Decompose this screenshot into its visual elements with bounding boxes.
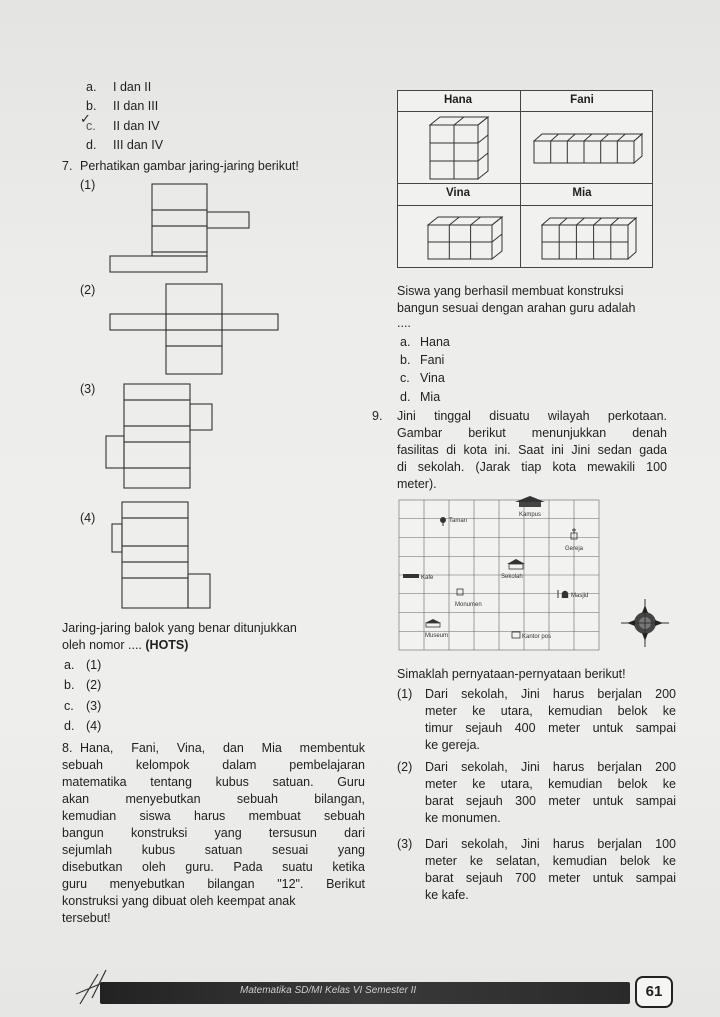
q9-line: di sekolah. (Jarak tiap kota mewakili 100 — [397, 460, 667, 474]
q8-option-c-text: Vina — [420, 371, 445, 385]
net-2-figure — [100, 282, 290, 378]
net-4-figure — [110, 498, 220, 614]
q9-line: meter). — [397, 477, 437, 491]
q6-option-d-letter: d. — [86, 138, 97, 152]
q8-option-d-letter: d. — [400, 390, 411, 404]
q8-option-c-letter: c. — [400, 371, 410, 385]
statement-line: meter ke utara, kemudian belok ke — [425, 777, 676, 791]
table-header-vina: Vina — [445, 187, 471, 199]
footer-book-title: Matematika SD/MI Kelas VI Semester II — [240, 985, 417, 996]
statement-line: Dari sekolah, Jini harus berjalan 200 — [425, 687, 676, 701]
q7-question-line1: Jaring-jaring balok yang benar ditunjukkan — [62, 621, 297, 635]
statement-line: barat sejauh 300 meter untuk sampai — [425, 794, 676, 808]
statement-line: ke monumen. — [425, 811, 501, 825]
q7-prompt: Perhatikan gambar jaring-jaring berikut! — [80, 159, 299, 173]
q8-line: guru menyebutkan bilangan "12". Berikut — [62, 877, 365, 891]
q8-option-d-text: Mia — [420, 390, 441, 404]
q8-question-line2: bangun sesuai dengan arahan guru adalah — [397, 301, 636, 315]
map-label-taman: Taman — [449, 518, 468, 524]
kampus-building-icon — [515, 496, 545, 507]
kafe-icon — [403, 574, 419, 578]
q8-line: konstruksi yang dibuat oleh keempat anak — [62, 894, 296, 908]
table-header-mia: Mia — [572, 187, 592, 199]
q8-question-line1: Siswa yang berhasil membuat konstruksi — [397, 284, 624, 298]
q8-line: disebutkan oleh guru. Pada suatu ketika — [62, 860, 365, 874]
compass-icon — [621, 599, 669, 647]
net-1-figure — [100, 180, 260, 276]
q7-option-b-text: (2) — [86, 678, 102, 692]
q7-option-d-text: (4) — [86, 719, 102, 733]
q9-number: 9. — [372, 409, 383, 423]
statement-number: (1) — [397, 687, 413, 701]
q8-line: sebuah kelompok dalam pembelajaran — [62, 758, 365, 772]
cube-construction-table — [397, 90, 653, 268]
q8-line: matematika tentang kubus satuan. Guru — [62, 775, 365, 789]
q6-option-c-text: II dan IV — [113, 119, 160, 133]
net-3-label: (3) — [80, 382, 96, 396]
statement-line: meter ke utara, kemudian belok ke — [425, 704, 676, 718]
hana-cube-construction — [428, 115, 498, 181]
statement-line: Dari sekolah, Jini harus berjalan 200 — [425, 760, 676, 774]
q8-line: bangun konstruksi yang tersusun dari — [62, 826, 365, 840]
q6-option-b-text: II dan III — [113, 99, 159, 113]
q9-line: Jini tinggal disuatu wilayah perkotaan. — [397, 409, 667, 423]
q7-option-a-letter: a. — [64, 658, 75, 672]
answer-check-mark-icon: ✓ — [80, 112, 91, 127]
statement-line: timur sejauh 400 meter untuk sampai — [425, 721, 676, 735]
statement-line: meter ke selatan, kemudian belok ke — [425, 854, 676, 868]
net-3-figure — [100, 380, 220, 494]
statement-line: ke gereja. — [425, 738, 480, 752]
q9-line: fasilitas di kota ini. Saat ini Jini sedan gada — [397, 443, 667, 457]
q6-option-c-letter: c. — [86, 119, 96, 133]
q7-option-b-letter: b. — [64, 678, 75, 692]
statement-line: ke kafe. — [425, 888, 469, 902]
q6-option-b-letter: b. — [86, 99, 97, 113]
map-label-kantor-pos: Kantor pos — [522, 634, 552, 640]
table-header-fani: Fani — [570, 94, 594, 106]
q6-option-d-text: III dan IV — [113, 138, 164, 152]
mia-cube-construction — [540, 215, 640, 263]
map-label-sekolah: Sekolah — [501, 574, 523, 580]
q7-number: 7. — [62, 159, 73, 173]
q8-option-b-letter: b. — [400, 353, 411, 367]
q9-statement-intro: Simaklah pernyataan-pernyataan berikut! — [397, 667, 626, 681]
q8-question-line3: .... — [397, 316, 411, 330]
q7-option-c-text: (3) — [86, 699, 102, 713]
q7-option-a-text: (1) — [86, 658, 102, 672]
q9-line: Gambar berikut menunjukkan denah — [397, 426, 667, 440]
statement-line: barat sejauh 700 meter untuk sampai — [425, 871, 676, 885]
q8-option-a-letter: a. — [400, 335, 411, 349]
q8-line: akan menyebutkan sebuah bilangan, — [62, 792, 365, 806]
map-label-masjid: Masjid — [571, 593, 589, 599]
statement-number: (3) — [397, 837, 413, 851]
map-label-monumen: Monumen — [455, 602, 482, 608]
q8-line: sejumlah kubus satuan sesuai yang — [62, 843, 365, 857]
q8-number: 8. — [62, 741, 73, 755]
statement-number: (2) — [397, 760, 413, 774]
statement-line: Dari sekolah, Jini harus berjalan 100 — [425, 837, 676, 851]
map-label-kampus: Kampus — [519, 512, 542, 518]
q7-option-c-letter: c. — [64, 699, 74, 713]
q8-line: tersebut! — [62, 911, 111, 925]
net-2-label: (2) — [80, 283, 96, 297]
city-map — [395, 492, 685, 660]
table-header-hana: Hana — [443, 94, 473, 106]
q8-line: kemudian siswa harus membuat sebuah — [62, 809, 365, 823]
vina-cube-construction — [426, 215, 506, 263]
map-label-gereja: Gereja — [565, 546, 584, 552]
map-label-kafe: Kafe — [421, 575, 434, 581]
q7-question-line2: oleh nomor .... (HOTS) — [62, 638, 189, 652]
q8-line: Hana, Fani, Vina, dan Mia membentuk — [80, 741, 365, 755]
page-number: 61 — [635, 976, 673, 1008]
q8-option-b-text: Fani — [420, 353, 445, 367]
q8-option-a-text: Hana — [420, 335, 450, 349]
page-footer — [70, 972, 680, 1010]
q6-option-a-letter: a. — [86, 80, 97, 94]
hots-tag: (HOTS) — [145, 638, 189, 652]
q6-option-a-text: I dan II — [113, 80, 152, 94]
fani-cube-construction — [532, 131, 646, 167]
q7-option-d-letter: d. — [64, 719, 75, 733]
net-4-label: (4) — [80, 511, 96, 525]
map-label-museum: Museum — [425, 633, 449, 639]
net-1-label: (1) — [80, 178, 96, 192]
